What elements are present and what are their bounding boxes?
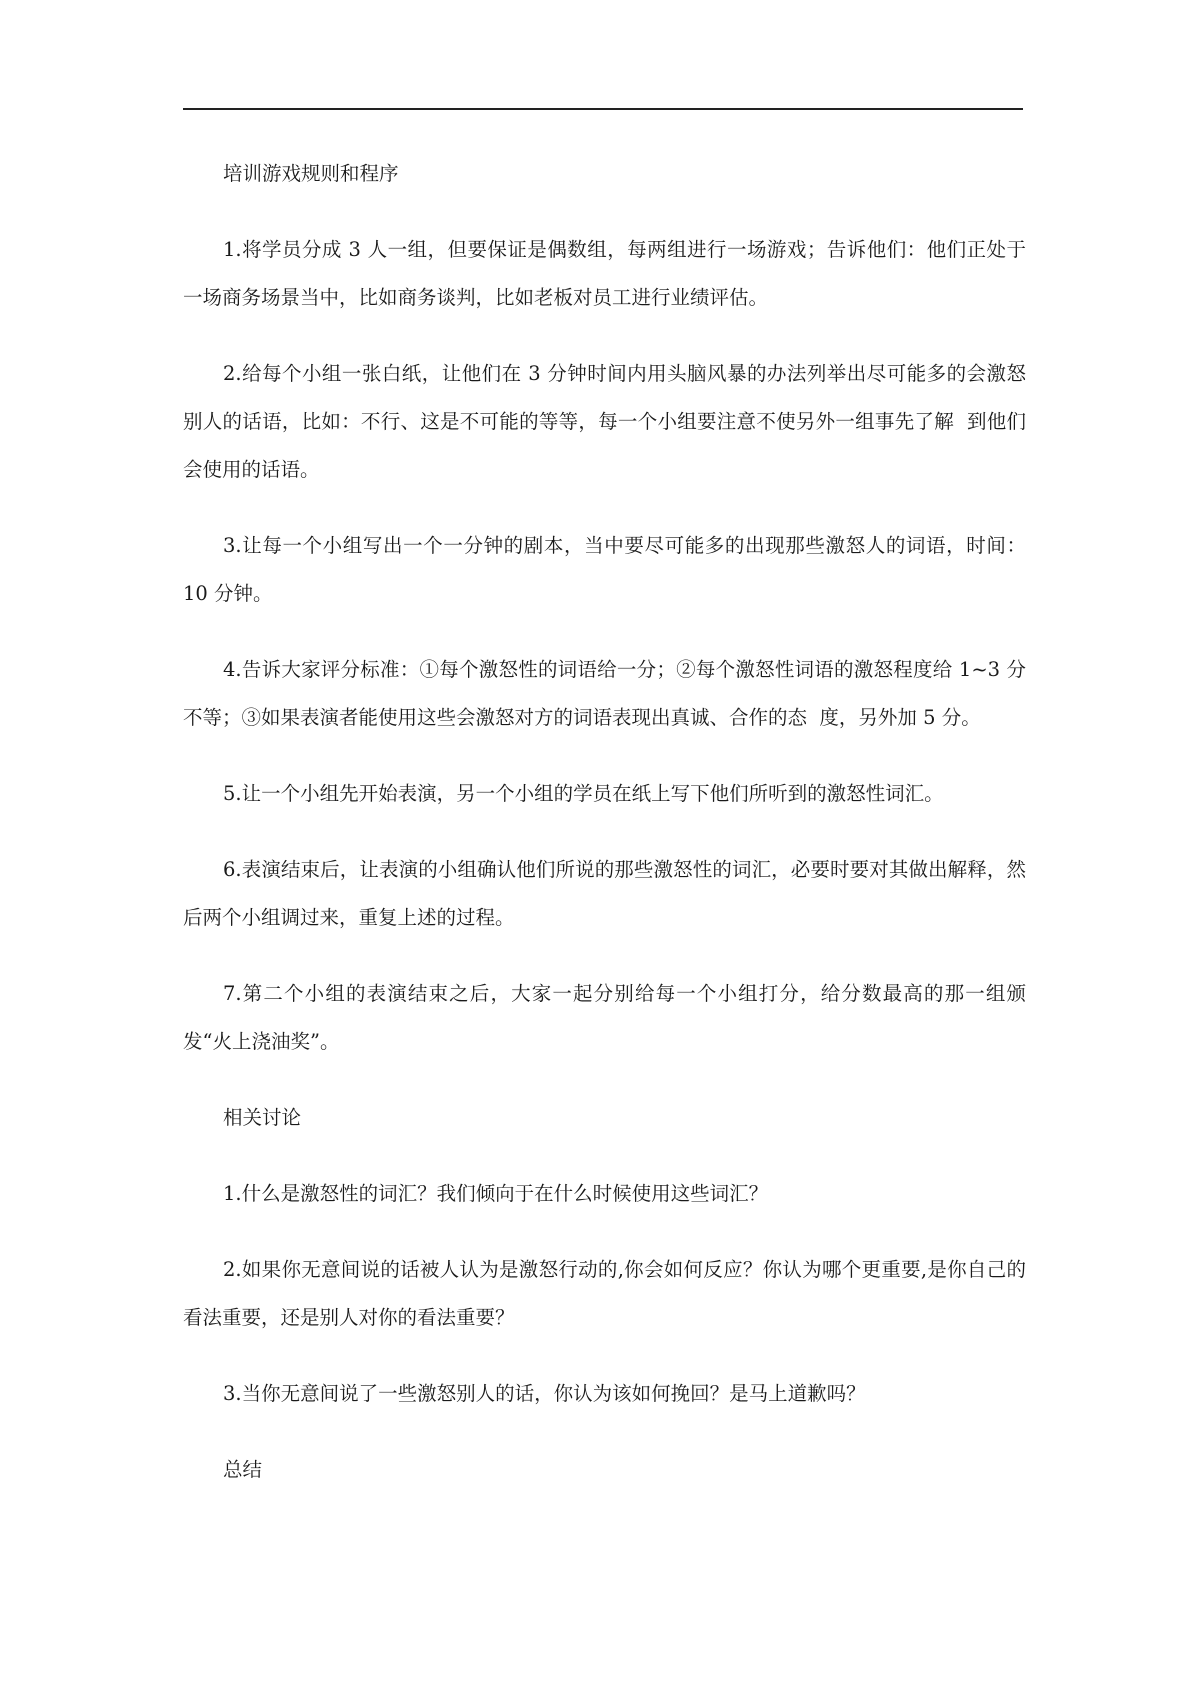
section-title: 培训游戏规则和程序 <box>223 162 399 185</box>
discussion-title: 相关讨论 <box>223 1106 302 1129</box>
discussion-question: 2.如果你无意间说的话被人认为是激怒行动的,你会如何反应？你认为哪个更重要,是你自己的看法重要，还是别人对你的看法重要？ <box>183 1258 1026 1329</box>
rule-paragraph: 1.将学员分成 3 人一组，但要保证是偶数组，每两组进行一场游戏；告诉他们：他们正处于一场商务场景当中，比如商务谈判，比如老板对员工进行业绩评估。 <box>183 238 1026 309</box>
summary-title: 总结 <box>223 1458 263 1481</box>
rule-paragraph: 3.让每一个小组写出一个一分钟的剧本，当中要尽可能多的出现那些激怒人的词语，时间：10 分钟。 <box>183 534 1026 605</box>
header-rule <box>183 108 1023 110</box>
document-body <box>183 150 1039 1522</box>
rule-paragraph: 4.告诉大家评分标准：①每个激怒性的词语给一分；②每个激怒性词语的激怒程度给 1~3 分不等；③如果表演者能使用这些会激怒对方的词语表现出真诚、合作的态 度，另外加 5 分。 <box>183 658 1026 729</box>
rule-paragraph: 2.给每个小组一张白纸，让他们在 3 分钟时间内用头脑风暴的办法列举出尽可能多的会激怒别人的话语，比如：不行、这是不可能的等等，每一个小组要注意不使另外一组事先了解 到他们会使用的话语。 <box>183 362 1026 481</box>
rule-paragraph: 6.表演结束后，让表演的小组确认他们所说的那些激怒性的词汇，必要时要对其做出解释，然后两个小组调过来，重复上述的过程。 <box>183 858 1026 929</box>
rule-paragraph: 7.第二个小组的表演结束之后，大家一起分别给每一个小组打分，给分数最高的那一组颁 发“火上浇油奖”。 <box>183 982 1039 1053</box>
discussion-question: 3.当你无意间说了一些激怒别人的话，你认为该如何挽回？是马上道歉吗？ <box>223 1382 866 1405</box>
rule-paragraph: 5.让一个小组先开始表演，另一个小组的学员在纸上写下他们所听到的激怒性词汇。 <box>223 782 944 805</box>
discussion-question: 1.什么是激怒性的词汇？我们倾向于在什么时候使用这些词汇？ <box>223 1182 769 1205</box>
